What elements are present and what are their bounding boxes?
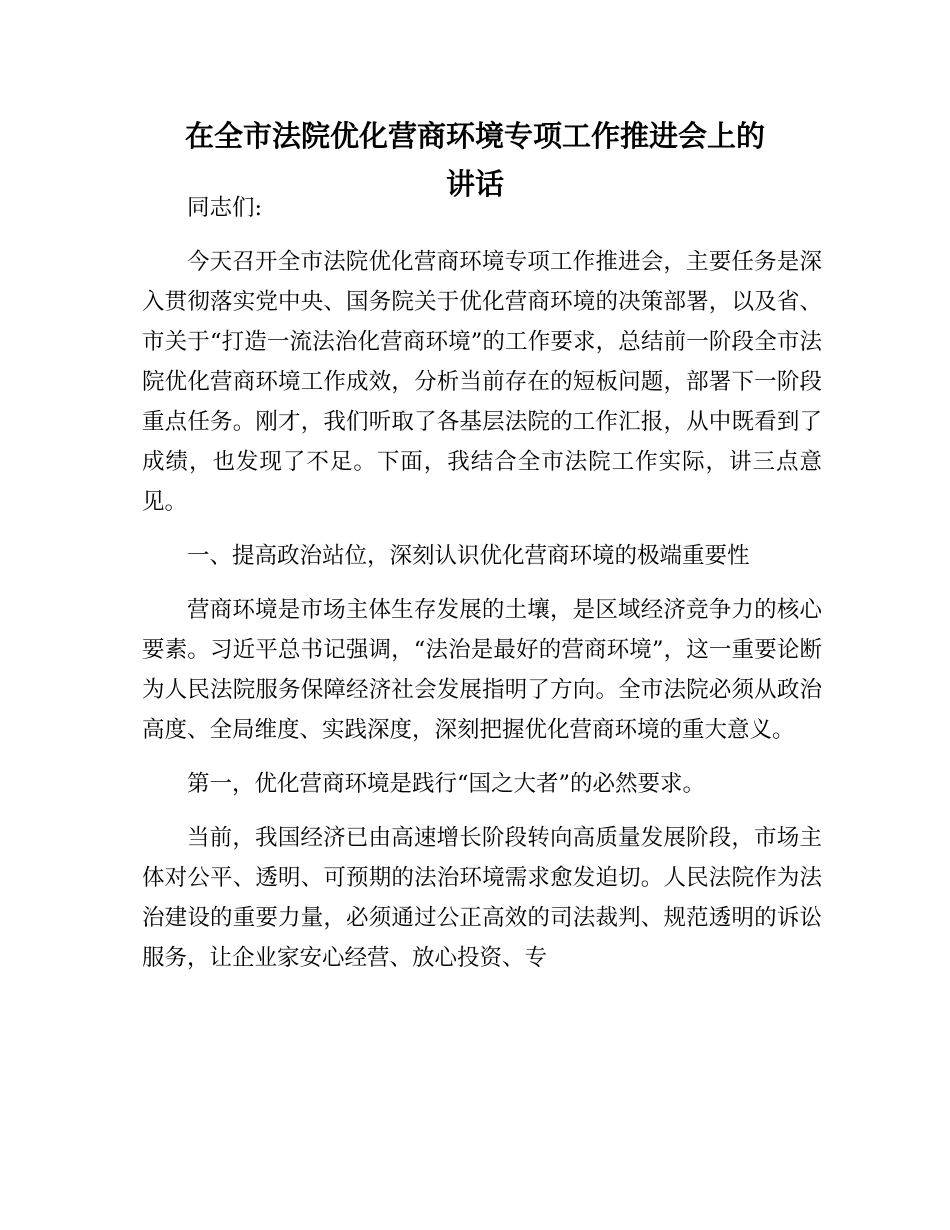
document-body (142, 188, 822, 992)
section-heading-1: 一、提高政治站位，深刻认识优化营商环境的极端重要性 (187, 543, 750, 569)
title-line-1: 在全市法院优化营商环境专项工作推进会上的 (184, 119, 765, 153)
title-line-2: 讲话 (445, 167, 504, 201)
paragraph-section-1: 营商环境是市场主体生存发展的土壤，是区域经济竞争力的核心要素。习近平总书记强调，“法治是最好的营商环境”，这一重要论断为人民法院服务保障经济社会发展指明了方向。全市法院必须从政治高度、全局维度、实践深度，深刻把握优化营商环境的重大意义。 (142, 597, 822, 743)
paragraph-subsection-1: 当前，我国经济已由高速增长阶段转向高质量发展阶段，市场主体对公平、透明、可预期的法治环境需求愈发迫切。人民法院作为法治建设的重要力量，必须通过公正高效的司法裁判、规范透明的诉讼服务，让企业家安心经营、放心投资、专 (142, 825, 822, 971)
paragraph-intro: 今天召开全市法院优化营商环境专项工作推进会，主要任务是深入贯彻落实党中央、国务院关于优化营商环境的决策部署，以及省、市关于“打造一流法治化营商环境”的工作要求，总结前一阶段全市法院优化营商环境工作成效，分析当前存在的短板问题，部署下一阶段重点任务。刚才，我们听取了各基层法院的工作汇报，从中既看到了成绩，也发现了不足。下面，我结合全市法院工作实际，讲三点意见。 (142, 249, 822, 515)
greeting: 同志们: (187, 195, 263, 221)
subheading-1: 第一，优化营商环境是践行“国之大者”的必然要求。 (187, 771, 706, 797)
